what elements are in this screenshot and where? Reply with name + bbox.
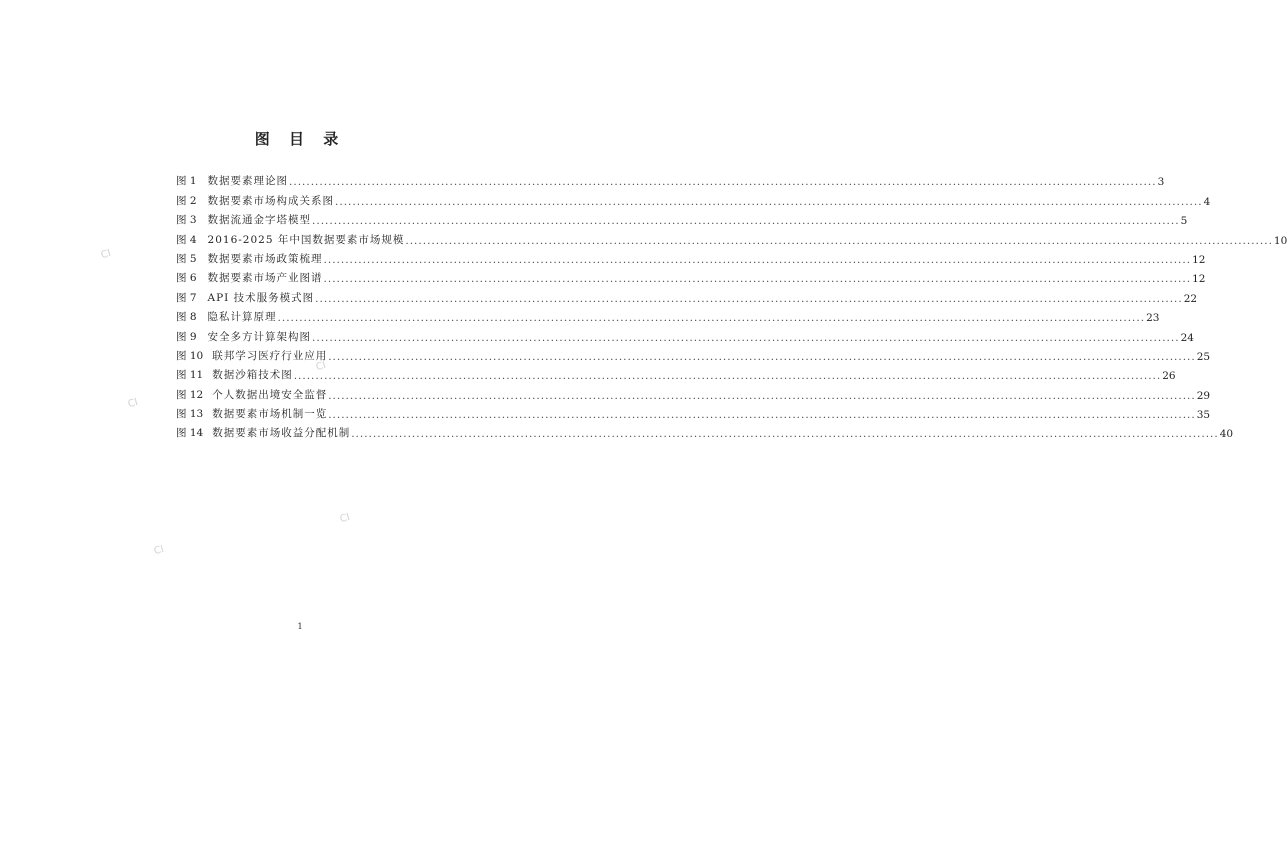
toc-entry[interactable] xyxy=(176,266,1206,286)
figure-number: 图 6 xyxy=(176,272,197,285)
toc-entry[interactable] xyxy=(176,344,1211,363)
dot-leader: ........................................................................................................................................................................................................ xyxy=(323,273,1192,286)
toc-entry[interactable] xyxy=(176,363,1176,383)
figure-number: 图 3 xyxy=(176,214,197,227)
page-number: 1 xyxy=(297,622,303,631)
page-title: 图 目 录 xyxy=(254,130,346,148)
toc-entry[interactable] xyxy=(176,382,1211,402)
figure-title: 联邦学习医疗行业应用 xyxy=(212,349,328,362)
watermark: CI xyxy=(338,511,352,526)
figure-title: 数据要素市场构成关系图 xyxy=(207,194,335,207)
page-reference: 35 xyxy=(1196,409,1211,422)
watermark: CI xyxy=(99,247,113,262)
toc-entry[interactable] xyxy=(176,227,1287,247)
figure-title: 数据沙箱技术图 xyxy=(212,369,293,382)
figure-number: 图 12 xyxy=(176,388,204,401)
dot-leader: ........................................................................................................................................................................................................ xyxy=(277,312,1146,325)
dot-leader: ........................................................................................................................................................................................................ xyxy=(289,176,1157,189)
dot-leader: ........................................................................................................................................................................................................ xyxy=(312,331,1180,344)
toc-entry[interactable] xyxy=(176,169,1165,189)
toc-entry[interactable] xyxy=(176,247,1206,266)
figure-number: 图 13 xyxy=(176,408,204,421)
toc-entry[interactable] xyxy=(176,208,1188,228)
page-reference: 25 xyxy=(1196,350,1211,363)
figure-title: 个人数据出境安全监督 xyxy=(212,388,328,401)
page-reference: 12 xyxy=(1192,273,1206,286)
toc-entry[interactable] xyxy=(176,188,1211,208)
figure-number: 图 10 xyxy=(176,349,204,362)
dot-leader: ........................................................................................................................................................................................................ xyxy=(315,292,1183,305)
dot-leader: ........................................................................................................................................................................................................ xyxy=(405,234,1273,247)
figure-number: 图 7 xyxy=(176,291,197,304)
page-reference: 5 xyxy=(1180,215,1188,228)
dot-leader: ........................................................................................................................................................................................................ xyxy=(328,389,1196,402)
page-reference: 4 xyxy=(1203,195,1211,208)
dot-leader: ........................................................................................................................................................................................................ xyxy=(293,370,1162,383)
page-reference: 12 xyxy=(1192,253,1206,266)
figure-title: 数据要素市场产业图谱 xyxy=(207,272,323,285)
page-reference: 24 xyxy=(1180,331,1194,344)
figure-title: 2016-2025 年中国数据要素市场规模 xyxy=(207,233,405,246)
figure-list xyxy=(176,169,1287,441)
toc-entry[interactable] xyxy=(176,305,1160,325)
watermark: CI xyxy=(314,359,328,374)
dot-leader: ........................................................................................................................................................................................................ xyxy=(328,409,1196,422)
figure-number: 图 14 xyxy=(176,427,204,440)
figure-title: 数据要素理论图 xyxy=(207,175,289,188)
figure-title: 数据要素市场收益分配机制 xyxy=(212,427,351,440)
figure-number: 图 9 xyxy=(176,330,197,343)
figure-number: 图 5 xyxy=(176,252,197,265)
figure-number: 图 1 xyxy=(176,175,197,188)
figure-title: 隐私计算原理 xyxy=(207,311,277,324)
page-reference: 26 xyxy=(1162,370,1176,383)
toc-entry[interactable] xyxy=(176,421,1234,441)
figure-number: 图 11 xyxy=(176,369,204,382)
figure-number: 图 2 xyxy=(176,194,197,207)
page-reference: 23 xyxy=(1146,312,1160,325)
toc-entry[interactable] xyxy=(176,324,1194,344)
figure-title: 安全多方计算架构图 xyxy=(207,330,312,343)
toc-entry[interactable] xyxy=(176,285,1198,305)
figure-title: API 技术服务模式图 xyxy=(207,291,315,304)
page-reference: 10 xyxy=(1273,234,1287,247)
figure-number: 图 4 xyxy=(176,233,197,246)
watermark: CI xyxy=(152,543,166,558)
page-reference: 22 xyxy=(1183,292,1198,305)
figure-number: 图 8 xyxy=(176,311,197,324)
page-reference: 40 xyxy=(1219,428,1234,441)
dot-leader: ........................................................................................................................................................................................................ xyxy=(323,253,1192,266)
figure-title: 数据流通金字塔模型 xyxy=(207,214,312,227)
page-reference: 29 xyxy=(1196,389,1211,402)
watermark: CI xyxy=(126,396,140,411)
dot-leader: ........................................................................................................................................................................................................ xyxy=(312,215,1180,228)
dot-leader: ........................................................................................................................................................................................................ xyxy=(328,350,1196,363)
page-reference: 3 xyxy=(1157,176,1165,189)
dot-leader: ........................................................................................................................................................................................................ xyxy=(351,428,1219,441)
figure-title: 数据要素市场政策梳理 xyxy=(207,252,323,265)
toc-entry[interactable] xyxy=(176,402,1211,422)
dot-leader: ........................................................................................................................................................................................................ xyxy=(335,195,1203,208)
figure-title: 数据要素市场机制一览 xyxy=(212,408,328,421)
